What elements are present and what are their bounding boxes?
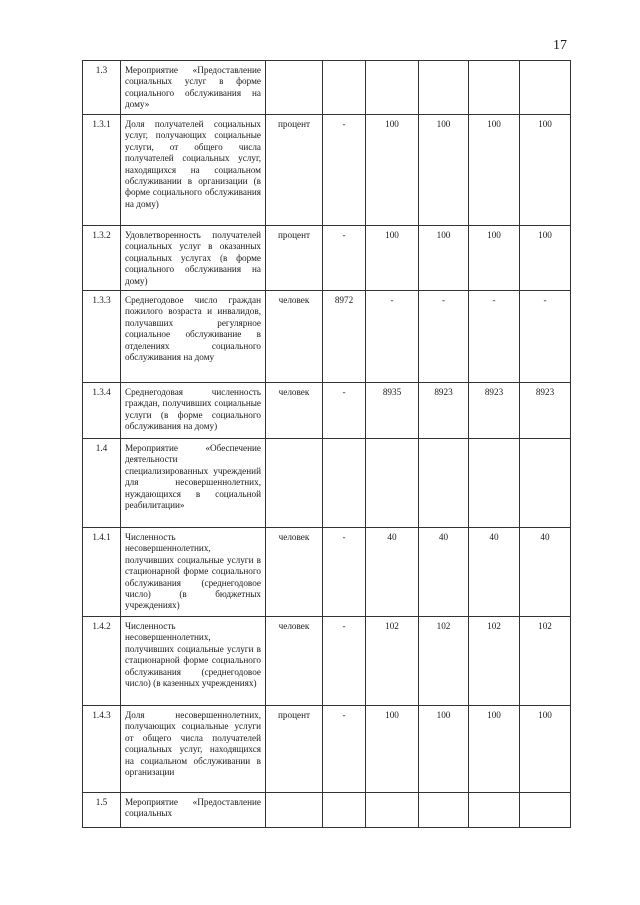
- table-row: [83, 617, 571, 706]
- unit-cell: человек: [266, 291, 323, 383]
- value-cell: 40: [366, 528, 419, 617]
- row-number: 1.3.1: [83, 115, 121, 226]
- value-cell: -: [323, 617, 366, 706]
- value-cell: 40: [469, 528, 520, 617]
- value-cell: [366, 793, 419, 828]
- indicator-name: Численность несовершеннолетних, получивших социальные услуги в стационарной форме социального обслуживания (среднегодовое число) (в казенных учреждениях): [121, 617, 266, 706]
- value-cell: 8923: [520, 383, 571, 439]
- value-cell: 102: [469, 617, 520, 706]
- value-cell: 100: [469, 115, 520, 226]
- value-cell: -: [323, 383, 366, 439]
- row-number: 1.4.2: [83, 617, 121, 706]
- value-cell: [520, 793, 571, 828]
- value-cell: 40: [419, 528, 469, 617]
- row-number: 1.3.3: [83, 291, 121, 383]
- value-cell: -: [469, 291, 520, 383]
- value-cell: 40: [520, 528, 571, 617]
- table-row: [83, 706, 571, 793]
- value-cell: [323, 793, 366, 828]
- page-number: 17: [553, 38, 567, 53]
- row-number: 1.4.3: [83, 706, 121, 793]
- value-cell: [419, 793, 469, 828]
- value-cell: 100: [419, 706, 469, 793]
- table-row: [83, 439, 571, 528]
- table-row: [83, 383, 571, 439]
- indicator-name: Доля несовершеннолетних, получающих социальные услуги от общего числа получателей социальных услуг, находящихся на социальном обслуживании в организации: [121, 706, 266, 793]
- row-number: 1.5: [83, 793, 121, 828]
- row-number: 1.4: [83, 439, 121, 528]
- table-row: [83, 291, 571, 383]
- table-row: [83, 226, 571, 291]
- value-cell: 100: [469, 706, 520, 793]
- value-cell: 100: [419, 226, 469, 291]
- row-number: 1.3.2: [83, 226, 121, 291]
- value-cell: [469, 439, 520, 528]
- value-cell: [520, 61, 571, 115]
- table-row: [83, 115, 571, 226]
- unit-cell: человек: [266, 528, 323, 617]
- row-number: 1.4.1: [83, 528, 121, 617]
- value-cell: 102: [366, 617, 419, 706]
- value-cell: 8972: [323, 291, 366, 383]
- value-cell: 100: [469, 226, 520, 291]
- table-row: [83, 793, 571, 828]
- indicator-name: Численность несовершеннолетних, получивших социальные услуги в стационарной форме социального обслуживания (среднегодовое число) (в бюджетных учреждениях): [121, 528, 266, 617]
- unit-cell: человек: [266, 617, 323, 706]
- value-cell: [419, 439, 469, 528]
- value-cell: [419, 61, 469, 115]
- value-cell: -: [366, 291, 419, 383]
- value-cell: [469, 61, 520, 115]
- value-cell: 8923: [469, 383, 520, 439]
- indicators-table: [82, 60, 571, 828]
- indicator-name: Мероприятие «Предоставление социальных: [121, 793, 266, 828]
- value-cell: 100: [366, 115, 419, 226]
- value-cell: [520, 439, 571, 528]
- unit-cell: процент: [266, 706, 323, 793]
- value-cell: [366, 439, 419, 528]
- value-cell: 102: [419, 617, 469, 706]
- indicator-name: Доля получателей социальных услуг, получающих социальные услуги, от общего числа получателей социальных услуг, находящихся на социальном обслуживании в организации (в форме социального обслуживания на дому): [121, 115, 266, 226]
- value-cell: -: [323, 706, 366, 793]
- value-cell: [469, 793, 520, 828]
- unit-cell: [266, 793, 323, 828]
- value-cell: 100: [366, 706, 419, 793]
- value-cell: [323, 61, 366, 115]
- value-cell: 100: [366, 226, 419, 291]
- value-cell: [323, 439, 366, 528]
- table-row: [83, 61, 571, 115]
- value-cell: 8935: [366, 383, 419, 439]
- value-cell: 100: [520, 706, 571, 793]
- value-cell: -: [323, 115, 366, 226]
- value-cell: [366, 61, 419, 115]
- unit-cell: [266, 439, 323, 528]
- value-cell: -: [419, 291, 469, 383]
- value-cell: 100: [520, 226, 571, 291]
- row-number: 1.3.4: [83, 383, 121, 439]
- indicator-name: Среднегодовая численность граждан, получивших социальные услуги (в форме социального обслуживания на дому): [121, 383, 266, 439]
- value-cell: 100: [419, 115, 469, 226]
- value-cell: 100: [520, 115, 571, 226]
- unit-cell: человек: [266, 383, 323, 439]
- table-row: [83, 528, 571, 617]
- value-cell: -: [323, 226, 366, 291]
- unit-cell: [266, 61, 323, 115]
- indicator-name: Мероприятие «Предоставление социальных услуг в форме социального обслуживания на дому»: [121, 61, 266, 115]
- unit-cell: процент: [266, 226, 323, 291]
- unit-cell: процент: [266, 115, 323, 226]
- value-cell: -: [323, 528, 366, 617]
- indicator-name: Удовлетворенность получателей социальных услуг в оказанных социальных услугах (в форме социального обслуживания на дому): [121, 226, 266, 291]
- value-cell: 102: [520, 617, 571, 706]
- indicator-name: Среднегодовое число граждан пожилого возраста и инвалидов, получавших регулярное социальное обслуживание в отделениях социального обслуживания на дому: [121, 291, 266, 383]
- row-number: 1.3: [83, 61, 121, 115]
- indicator-name: Мероприятие «Обеспечение деятельности специализированных учреждений для несовершеннолетних, нуждающихся в социальной реабилитации»: [121, 439, 266, 528]
- value-cell: -: [520, 291, 571, 383]
- value-cell: 8923: [419, 383, 469, 439]
